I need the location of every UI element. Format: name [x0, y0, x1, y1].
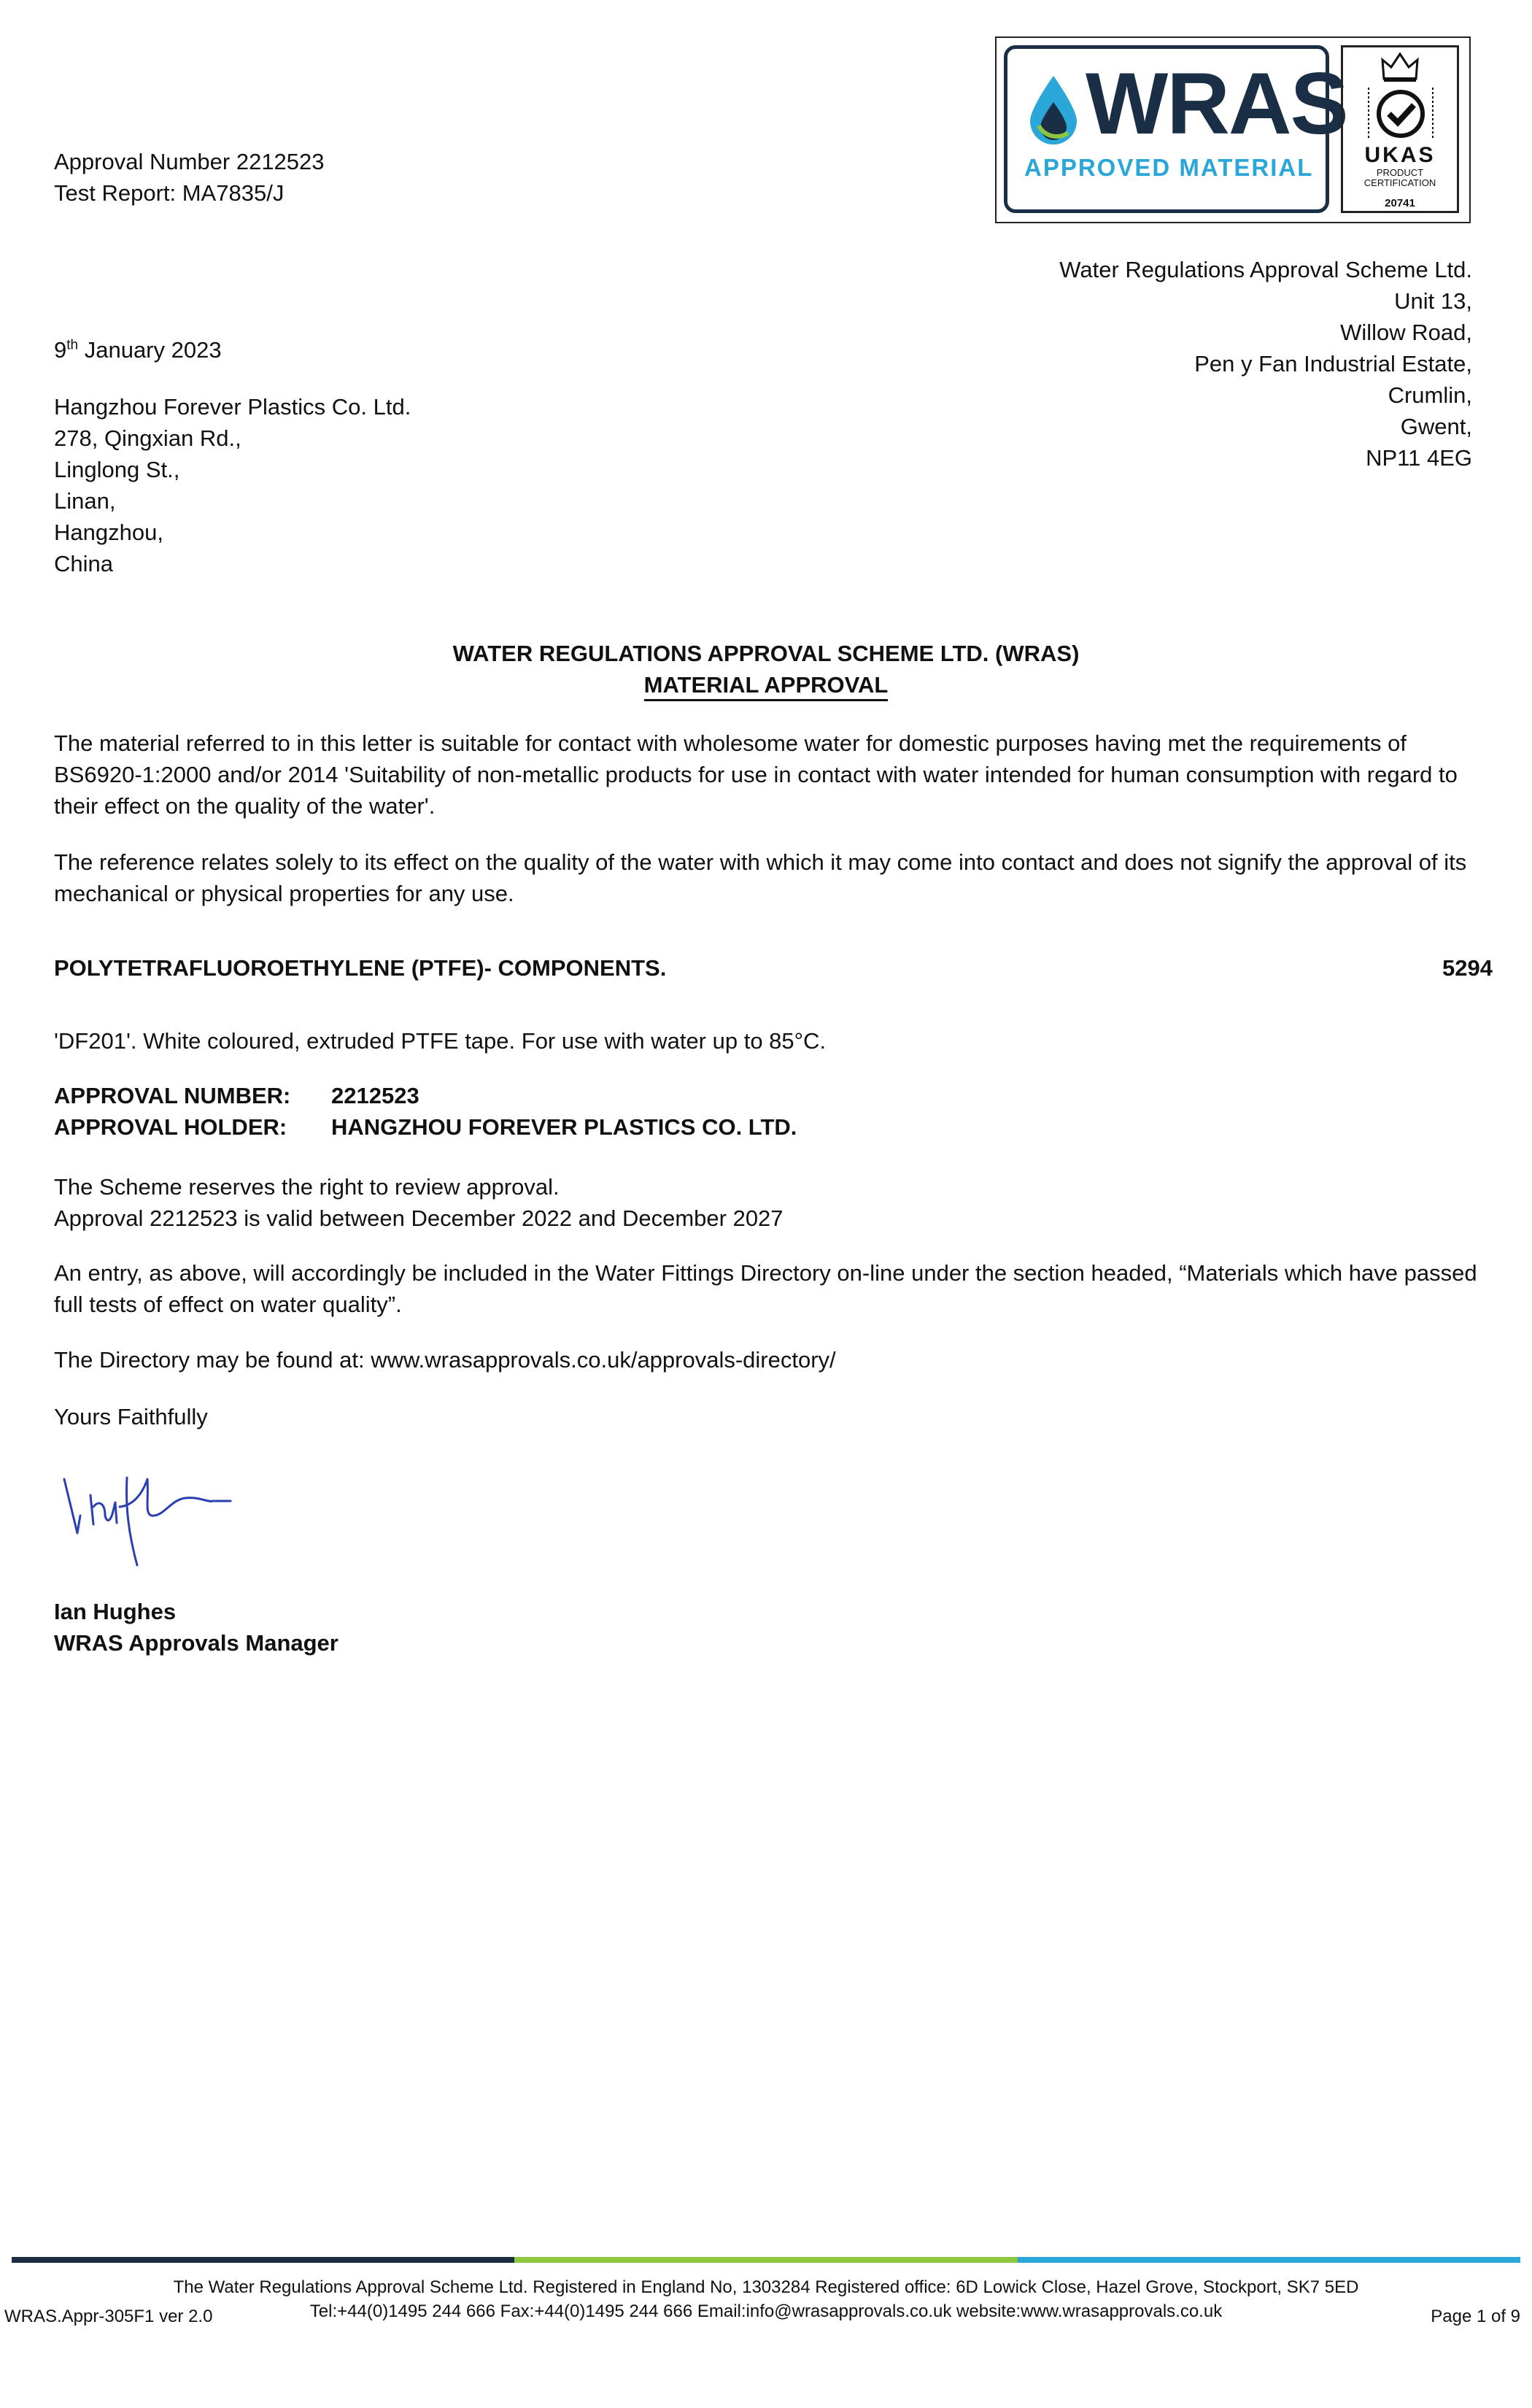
validity-line: Approval 2212523 is valid between December 2022 and December 2027: [54, 1205, 784, 1231]
footer-registration: The Water Regulations Approval Scheme Ltd. Registered in England No, 1303284 Registered office: 6D Lowick Close, Hazel Grove, Stockport, SK7 5ED: [173, 2277, 1359, 2297]
ukas-number: 20741: [1385, 197, 1415, 209]
approval-holder-value: HANGZHOU FOREVER PLASTICS CO. LTD.: [331, 1114, 797, 1140]
title-line2: MATERIAL APPROVAL: [644, 671, 889, 701]
product-code: 5294: [1442, 955, 1493, 981]
footer-bar-green: [514, 2257, 1017, 2263]
water-drop-icon: [1024, 73, 1083, 146]
page-number: Page 1 of 9: [1431, 2307, 1520, 2326]
approval-holder-label: APPROVAL HOLDER:: [54, 1114, 287, 1140]
product-description: 'DF201'. White coloured, extruded PTFE tape. For use with water up to 85°C.: [54, 1028, 827, 1054]
date-day: 9: [54, 337, 67, 363]
wras-logo-subtitle: APPROVED MATERIAL: [1024, 154, 1314, 181]
address-line: NP11 4EG: [1366, 445, 1472, 471]
address-line: 278, Qingxian Rd.,: [54, 425, 241, 451]
ukas-logo-subtitle: [1341, 168, 1459, 188]
ukas-line2: CERTIFICATION: [1363, 177, 1436, 188]
review-block: [54, 1171, 784, 1234]
wras-logo-word: WRAS: [1086, 55, 1347, 153]
approval-number-line: Approval Number 2212523: [54, 149, 325, 174]
date-suffix: th: [66, 337, 79, 353]
address-line: Water Regulations Approval Scheme Ltd.: [1059, 257, 1472, 282]
document-title: [0, 638, 1532, 701]
address-line: Willow Road,: [1340, 320, 1472, 345]
address-line: Hangzhou Forever Plastics Co. Ltd.: [54, 394, 411, 420]
date-rest: January 2023: [78, 337, 222, 363]
letter-date: [54, 334, 222, 366]
address-line: Gwent,: [1400, 414, 1472, 439]
crown-icon: [1380, 50, 1420, 83]
signatory-name: Ian Hughes: [54, 1599, 177, 1624]
signature: [61, 1463, 236, 1572]
product-row: [54, 952, 1493, 984]
footer-contact: Tel:+44(0)1495 244 666 Fax:+44(0)1495 244 666 Email:info@wrasapprovals.co.uk website:www.wrasapprovals.co.uk: [309, 2301, 1223, 2321]
review-line: The Scheme reserves the right to review approval.: [54, 1174, 560, 1200]
product-category: POLYTETRAFLUOROETHYLENE (PTFE)- COMPONENTS.: [54, 955, 667, 981]
ukas-logo-word: UKAS: [1364, 143, 1436, 167]
footer-bar-navy: [12, 2257, 514, 2263]
footer-color-bar: [12, 2257, 1520, 2263]
approval-number-value: 2212523: [331, 1083, 419, 1108]
approval-number-label: APPROVAL NUMBER:: [54, 1083, 291, 1108]
directory-link-line: The Directory may be found at: www.wrasapprovals.co.uk/approvals-directory/: [54, 1347, 836, 1373]
address-line: Crumlin,: [1388, 382, 1472, 408]
closing: Yours Faithfully: [54, 1404, 208, 1429]
address-line: Linglong St.,: [54, 457, 180, 482]
address-line: Unit 13,: [1394, 288, 1472, 314]
signatory-role: WRAS Approvals Manager: [54, 1630, 338, 1656]
footer-bar-blue: [1018, 2257, 1520, 2263]
address-line: Pen y Fan Industrial Estate,: [1194, 351, 1472, 377]
address-line: Linan,: [54, 488, 116, 514]
scope-paragraph: The reference relates solely to its effect on the quality of the water with which it may come into contact and does not signify the approval of its mechanical or physical properties for any use.: [54, 849, 1467, 906]
suitability-paragraph: The material referred to in this letter is suitable for contact with wholesome water for domestic purposes having met the requirements of BS6920-1:2000 and/or 2014 'Suitability of non-metallic products for use in contact with water intended for human consumption with regard to their effect on the quality of the water'.: [54, 730, 1458, 819]
ukas-line1: PRODUCT: [1376, 167, 1424, 178]
reference-block: [54, 146, 325, 209]
approval-details: [54, 1080, 797, 1143]
address-line: Hangzhou,: [54, 520, 163, 545]
title-line1: WATER REGULATIONS APPROVAL SCHEME LTD. (WRAS): [452, 641, 1080, 666]
checkmark-icon: [1363, 85, 1439, 143]
sender-address: [1059, 254, 1472, 474]
directory-entry-paragraph: An entry, as above, will accordingly be included in the Water Fittings Directory on-line under the section headed, “Materials which have passed full tests of effect on water quality”.: [54, 1260, 1477, 1317]
test-report-line: Test Report: MA7835/J: [54, 180, 285, 206]
recipient-address: [54, 391, 411, 579]
footer-form-code: WRAS.Appr-305F1 ver 2.0: [4, 2307, 213, 2326]
address-line: China: [54, 551, 113, 576]
signatory-block: [54, 1596, 338, 1659]
